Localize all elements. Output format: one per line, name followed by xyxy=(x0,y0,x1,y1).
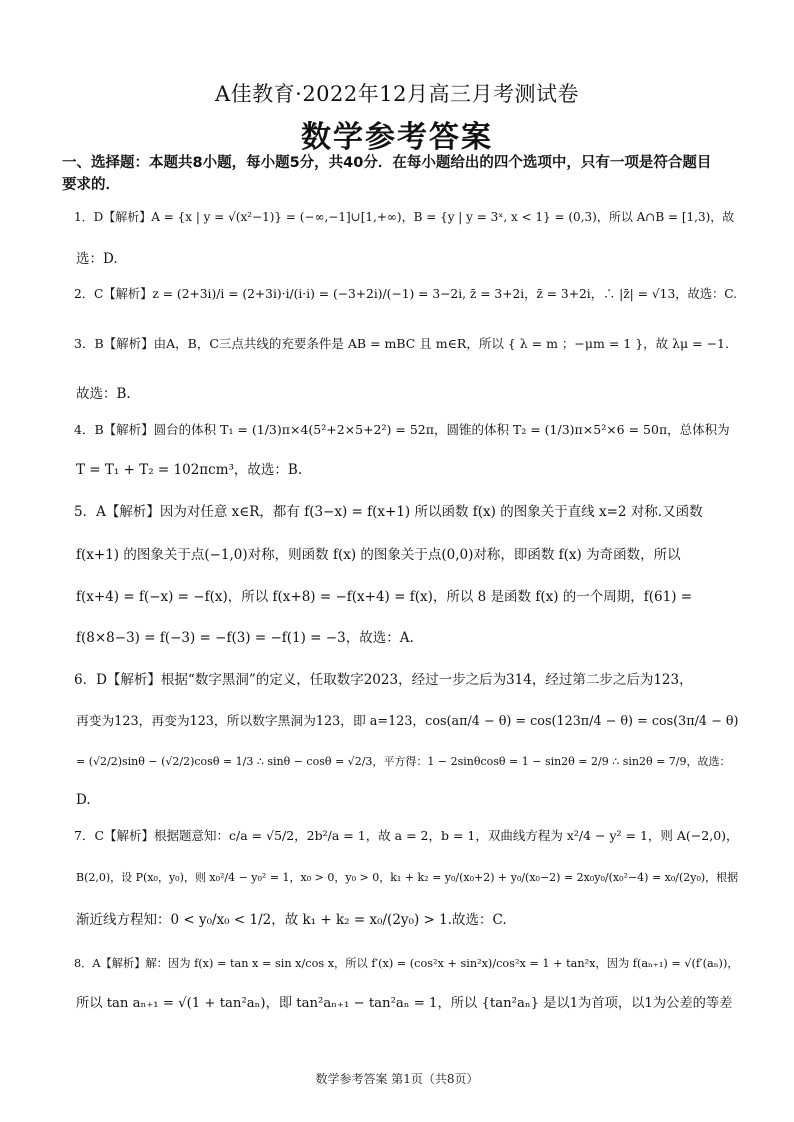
answer-line: 再变为123，再变为123，所以数字黑洞为123，即 a=123，cos(aπ/4 − θ) = cos(123π/4 − θ) = cos(3π/4 − θ) xyxy=(76,714,739,729)
answer-line: 4．B【解析】圆台的体积 T₁ = (1/3)π×4(5²+2×5+2²) = 52π，圆锥的体积 T₂ = (1/3)π×5²×6 = 50π，总体积为 xyxy=(74,422,730,437)
answer-line: f(8×8−3) = f(−3) = −f(3) = −f(1) = −3，故选：A. xyxy=(76,630,414,646)
answer-line: 所以 tan aₙ₊₁ = √(1 + tan²aₙ)，即 tan²aₙ₊₁ − tan²aₙ = 1，所以 {tan²aₙ} 是以1为首项，以1为公差的等差 xyxy=(76,996,733,1011)
answer-line: 选：D. xyxy=(76,251,118,267)
section-heading: 一、选择题：本题共8小题，每小题5分，共40分．在每小题给出的四个选项中，只有一项是符合题目要求的． xyxy=(62,155,712,193)
answer-line: 3．B【解析】由A，B，C三点共线的充要条件是 AB = mBC 且 m∈R，所以 { λ = m ；−μm = 1 }，故 λμ = −1. xyxy=(74,336,729,351)
page-footer: 数学参考答案 第1页（共8页） xyxy=(315,1072,479,1086)
answer-line: f(x+1) 的图象关于点(−1,0)对称，则函数 f(x) 的图象关于点(0,0)对称，即函数 f(x) 为奇函数，所以 xyxy=(76,547,681,563)
answer-line: T = T₁ + T₂ = 102πcm³，故选：B. xyxy=(76,462,303,478)
answer-line: B(2,0)，设 P(x₀，y₀)，则 x₀²/4 − y₀² = 1，x₀ > 0，y₀ > 0，k₁ + k₂ = y₀/(x₀+2) + y₀/(x₀−2) = 2x₀y₀/(x₀²−4) = x₀/(2y₀)，根据 xyxy=(76,871,739,884)
page-title: A佳教育·2022年12月高三月考测试卷 xyxy=(214,82,579,106)
answer-line: 渐近线方程知：0 < y₀/x₀ < 1/2，故 k₁ + k₂ = x₀/(2y₀) > 1.故选：C. xyxy=(76,912,507,928)
answer-line: 7．C【解析】根据题意知：c/a = √5/2，2b²/a = 1，故 a = 2，b = 1，双曲线方程为 x²/4 − y² = 1，则 A(−2,0)， xyxy=(74,828,739,843)
answer-line: 5．A【解析】因为对任意 x∈R，都有 f(3−x) = f(x+1) 所以函数 f(x) 的图象关于直线 x=2 对称.又函数 xyxy=(74,504,703,520)
page-subtitle: 数学参考答案 xyxy=(301,120,493,155)
answer-line: 2．C【解析】z = (2+3i)/i = (2+3i)·i/(i·i) = (−3+2i)/(−1) = 3−2i, z̄ = 3+2i，z̄ = 3+2i，∴ |z̄| = √13，故选：C. xyxy=(74,287,738,301)
answer-line: D. xyxy=(76,792,91,808)
answer-line: 1．D【解析】A = {x | y = √(x²−1)} = (−∞,−1]∪[1,+∞)，B = {y | y = 3ˣ, x < 1} = (0,3)，所以 A∩B = [1,3)，故 xyxy=(74,210,735,224)
answer-line: 8．A【解析】解：因为 f(x) = tan x = sin x/cos x，所以 f′(x) = (cos²x + sin²x)/cos²x = 1 + tan²x，因为 f(aₙ₊₁) = √(f′(aₙ))， xyxy=(74,957,739,970)
answer-line: 6．D【解析】根据“数字黑洞”的定义，任取数字2023，经过一步之后为314，经过第二步之后为123， xyxy=(74,672,693,688)
answer-line: f(x+4) = f(−x) = −f(x)，所以 f(x+8) = −f(x+4) = f(x)，所以 8 是函数 f(x) 的一个周期，f(61) = xyxy=(76,589,693,605)
answer-line: = (√2/2)sinθ − (√2/2)cosθ = 1/3 ∴ sinθ − cosθ = √2/3，平方得：1 − 2sinθcosθ = 1 − sin2θ = 2/9 ∴ sin2θ = 7/9，故选： xyxy=(76,755,731,768)
answer-line: 故选：B. xyxy=(76,386,131,402)
